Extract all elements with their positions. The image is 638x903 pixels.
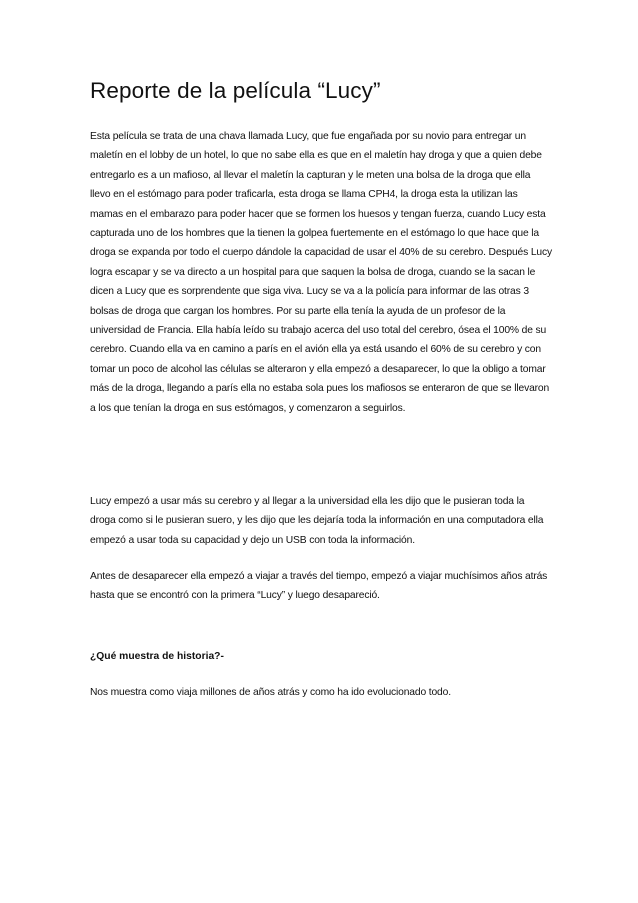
paragraph-university: Lucy empezó a usar más su cerebro y al llegar a la universidad ella les dijo que le pusieran toda la droga como si le pusieran suero, y les dijo que les dejaría toda la información en una computadora ella empezó a usar toda su capacidad y dejo un USB con toda la información.: [90, 496, 544, 546]
document-title: Reporte de la película “Lucy”: [90, 78, 381, 103]
paragraph-ending: Antes de desaparecer ella empezó a viajar a través del tiempo, empezó a viajar muchísimos años atrás hasta que se encontró con la primera “Lucy” y luego desapareció.: [90, 571, 548, 602]
paragraph-summary: Esta película se trata de una chava llamada Lucy, que fue engañada por su novio para entregar un maletín en el lobby de un hotel, lo que no sabe ella es que en el maletín hay droga y que a quien debe entregarlo es a un mafioso, al llevar el maletín la capturan y le meten una bolsa de la droga que ella llevo en el estómago para poder traficarla, esta droga se llama CPH4, la droga esta la utilizan las mamas en el embarazo para poder hacer que se formen los huesos y tengan fuerza, cuando Lucy esta capturada uno de los hombres que la tienen la golpea fuertemente en el estómago lo que hace que la droga se expanda por todo el cuerpo dándole la capacidad de usar el 40% de su cerebro. Después Lucy logra escapar y se va directo a un hospital para que saquen la bolsa de droga, cuando se la sacan le dicen a Lucy que es sorprendente que siga viva. Lucy se va a la policía para informar de las otras 3 bolsas de droga que cargan los hombres. Por su parte ella tenía la ayuda de un profesor de la universidad de Francia. Ella había leído su trabajo acerca del uso total del cerebro, ósea el 100% de su cerebro. Cuando ella va en camino a parís en el avión ella ya está usando el 60% de su cerebro y con tomar un poco de alcohol las células se alteraron y ella empezó a desaparecer, lo que la obligo a tomar más de la droga, llegando a parís ella no estaba sola pues los mafiosos se enteraron de que se llevaron a los que tenían la droga en sus estómagos, y comenzaron a seguirlos.: [90, 131, 552, 414]
answer-paragraph: Nos muestra como viaja millones de años atrás y como ha ido evolucionado todo.: [90, 687, 451, 698]
question-heading: ¿Qué muestra de historia?-: [90, 651, 224, 662]
